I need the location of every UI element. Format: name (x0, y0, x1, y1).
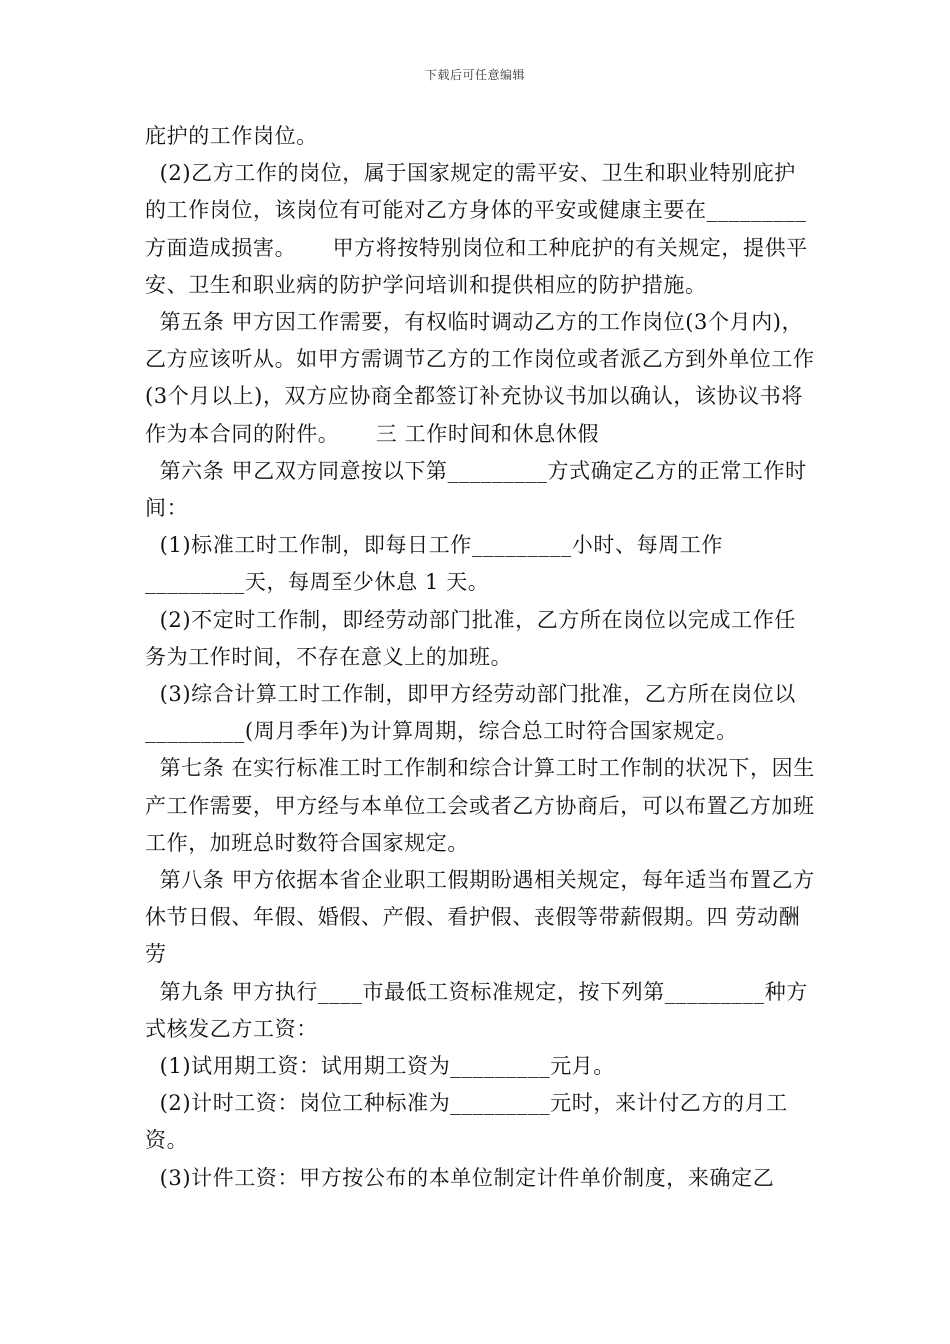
page-header: 下载后可任意编辑 (424, 68, 525, 82)
document-body (145, 118, 815, 1197)
paragraph: 第六条 甲乙双方同意按以下第_________方式确定乙方的正常工作时间： (145, 458, 807, 521)
paragraph: (1)标准工时工作制，即每日工作_________小时、每周工作_________天，每周至少休息 1 天。 (145, 533, 724, 595)
paragraph: (3)综合计算工时工作制，即甲方经劳动部门批准，乙方所在岗位以_________(周月季年)为计算周期，综合总工时符合国家规定。 (145, 682, 796, 744)
paragraph: (3)计件工资：甲方按公布的本单位制定计件单价制度，来确定乙 (145, 1165, 775, 1190)
paragraph: 第七条 在实行标准工时工作制和综合计算工时工作制的状况下，因生产工作需要，甲方经与本单位工会或者乙方协商后，可以布置乙方加班工作，加班总时数符合国家规定。 (145, 756, 815, 855)
paragraph: (2)计时工资：岗位工种标准为_________元时，来计付乙方的月工资。 (145, 1091, 788, 1153)
paragraph: (1)试用期工资：试用期工资为_________元月。 (145, 1054, 616, 1079)
paragraph: (2)乙方工作的岗位，属于国家规定的需平安、卫生和职业特别庇护的工作岗位，该岗位有可能对乙方身体的平安或健康主要在_________方面造成损害。 甲方将按特别岗位和工种庇护的有关规定，提供平安、卫生和职业病的防护学问培训和提供相应的防护措施。 (145, 161, 808, 297)
paragraph: 第八条 甲方依据本省企业职工假期盼遇相关规定，每年适当布置乙方休节日假、年假、婚假、产假、看护假、丧假等带薪假期。四 劳动酬劳 (145, 868, 815, 967)
paragraph: 第五条 甲方因工作需要，有权临时调动乙方的工作岗位(3个月内)，乙方应该听从。如甲方需调节乙方的工作岗位或者派乙方到外单位工作(3个月以上)，双方应协商全都签订补充协议书加以确认，该协议书将作为本合同的附件。 三 工作时间和休息休假 (145, 310, 815, 446)
paragraph: (2)不定时工作制，即经劳动部门批准，乙方所在岗位以完成工作任务为工作时间，不存在意义上的加班。 (145, 607, 796, 669)
paragraph: 庇护的工作岗位。 (145, 124, 318, 148)
paragraph: 第九条 甲方执行____市最低工资标准规定，按下列第_________种方式核发乙方工资： (145, 979, 808, 1041)
